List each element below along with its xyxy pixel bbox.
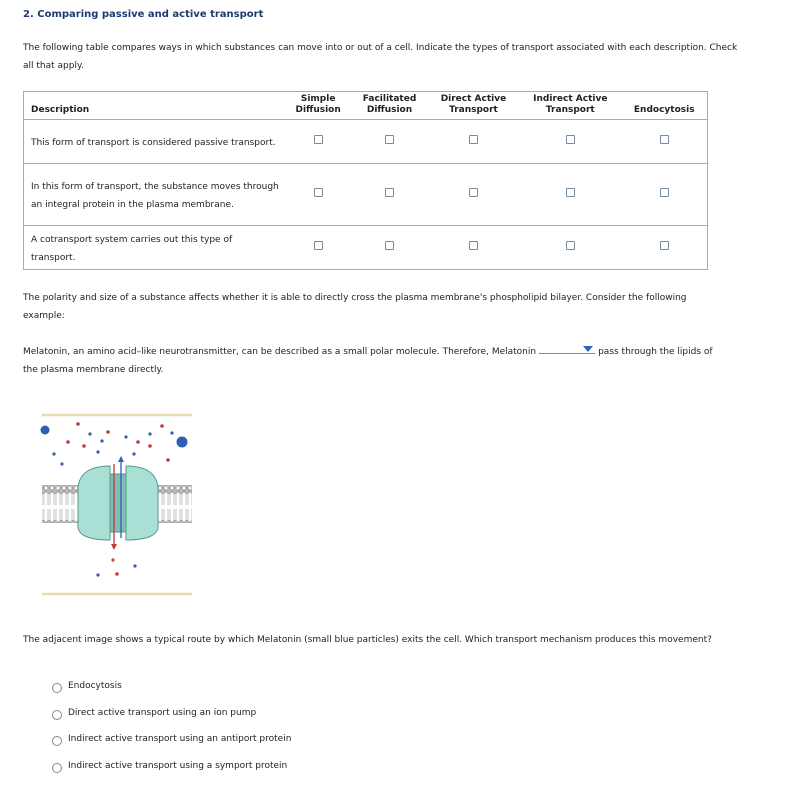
dropdown-arrow-icon [583,346,593,352]
row-description: This form of transport is considered passive transport. [24,120,286,164]
checkbox[interactable] [660,188,669,197]
column-header-indirect-active-transport: Indirect Active Transport [533,94,608,115]
table-row [24,120,708,164]
membrane-transport-figure [40,412,195,597]
checkbox[interactable] [314,135,323,144]
table-row [24,226,708,270]
answer-option[interactable] [52,708,291,735]
melatonin-dropdown[interactable] [539,344,595,354]
answer-option[interactable] [52,761,291,787]
checkbox[interactable] [385,135,394,144]
column-header-direct-active-transport: Direct Active Transport [440,94,507,115]
answer-option[interactable] [52,734,291,761]
column-header-facilitated-diffusion: Facilitated Diffusion [362,94,417,115]
fill-in-before: Melatonin, an amino acid–like neurotransmitter, can be described as a small polar molecule. Therefore, Melatonin [23,347,537,357]
checkbox[interactable] [314,188,323,197]
radio-button[interactable] [52,683,62,693]
checkbox[interactable] [566,135,575,144]
option-label: Indirect active transport using an antiport protein [68,734,292,744]
description-header: Description [31,105,90,115]
option-label: Endocytosis [68,681,122,691]
option-label: Direct active transport using an ion pump [68,707,257,718]
checkbox[interactable] [566,241,575,250]
row-description: In this form of transport, the substance moves through an integral protein in the plasma membrane. [24,164,286,226]
checkbox[interactable] [385,241,394,250]
mc-question-text: The adjacent image shows a typical route by which Melatonin (small blue particles) exits the cell. Which transport mechanism produces this movement? [23,635,712,645]
fill-in-after: pass through the lipids of the plasma membrane directly. [23,347,713,375]
checkbox[interactable] [469,241,478,250]
intro-text: The following table compares ways in which substances can move into or out of a cell. Indicate the types of transport associated with each description. Check all that apply. [23,43,738,71]
option-label: Indirect active transport using a symport protein [68,760,288,771]
channel-protein [78,466,110,540]
transport-table [23,91,708,270]
table-row [24,164,708,226]
checkbox[interactable] [566,188,575,197]
radio-button[interactable] [52,736,62,746]
column-header-simple-diffusion: Simple Diffusion [295,94,341,115]
channel-protein [126,466,158,540]
fill-in-sentence [23,343,723,379]
question-title: 2. Comparing passive and active transport [23,9,264,20]
answer-option[interactable] [52,681,291,708]
polarity-text: The polarity and size of a substance affects whether it is able to directly cross the plasma membrane's phospholipid bilayer. Consider the following example: [23,293,687,321]
checkbox[interactable] [469,135,478,144]
column-header-endocytosis: Endocytosis [633,105,695,115]
checkbox[interactable] [385,188,394,197]
checkbox[interactable] [469,188,478,197]
checkbox[interactable] [314,241,323,250]
checkbox[interactable] [660,135,669,144]
radio-button[interactable] [52,763,62,773]
channel-protein [110,474,126,532]
checkbox[interactable] [660,241,669,250]
radio-button[interactable] [52,710,62,720]
row-description: A cotransport system carries out this type of transport. [24,226,286,270]
answer-options [52,681,291,787]
